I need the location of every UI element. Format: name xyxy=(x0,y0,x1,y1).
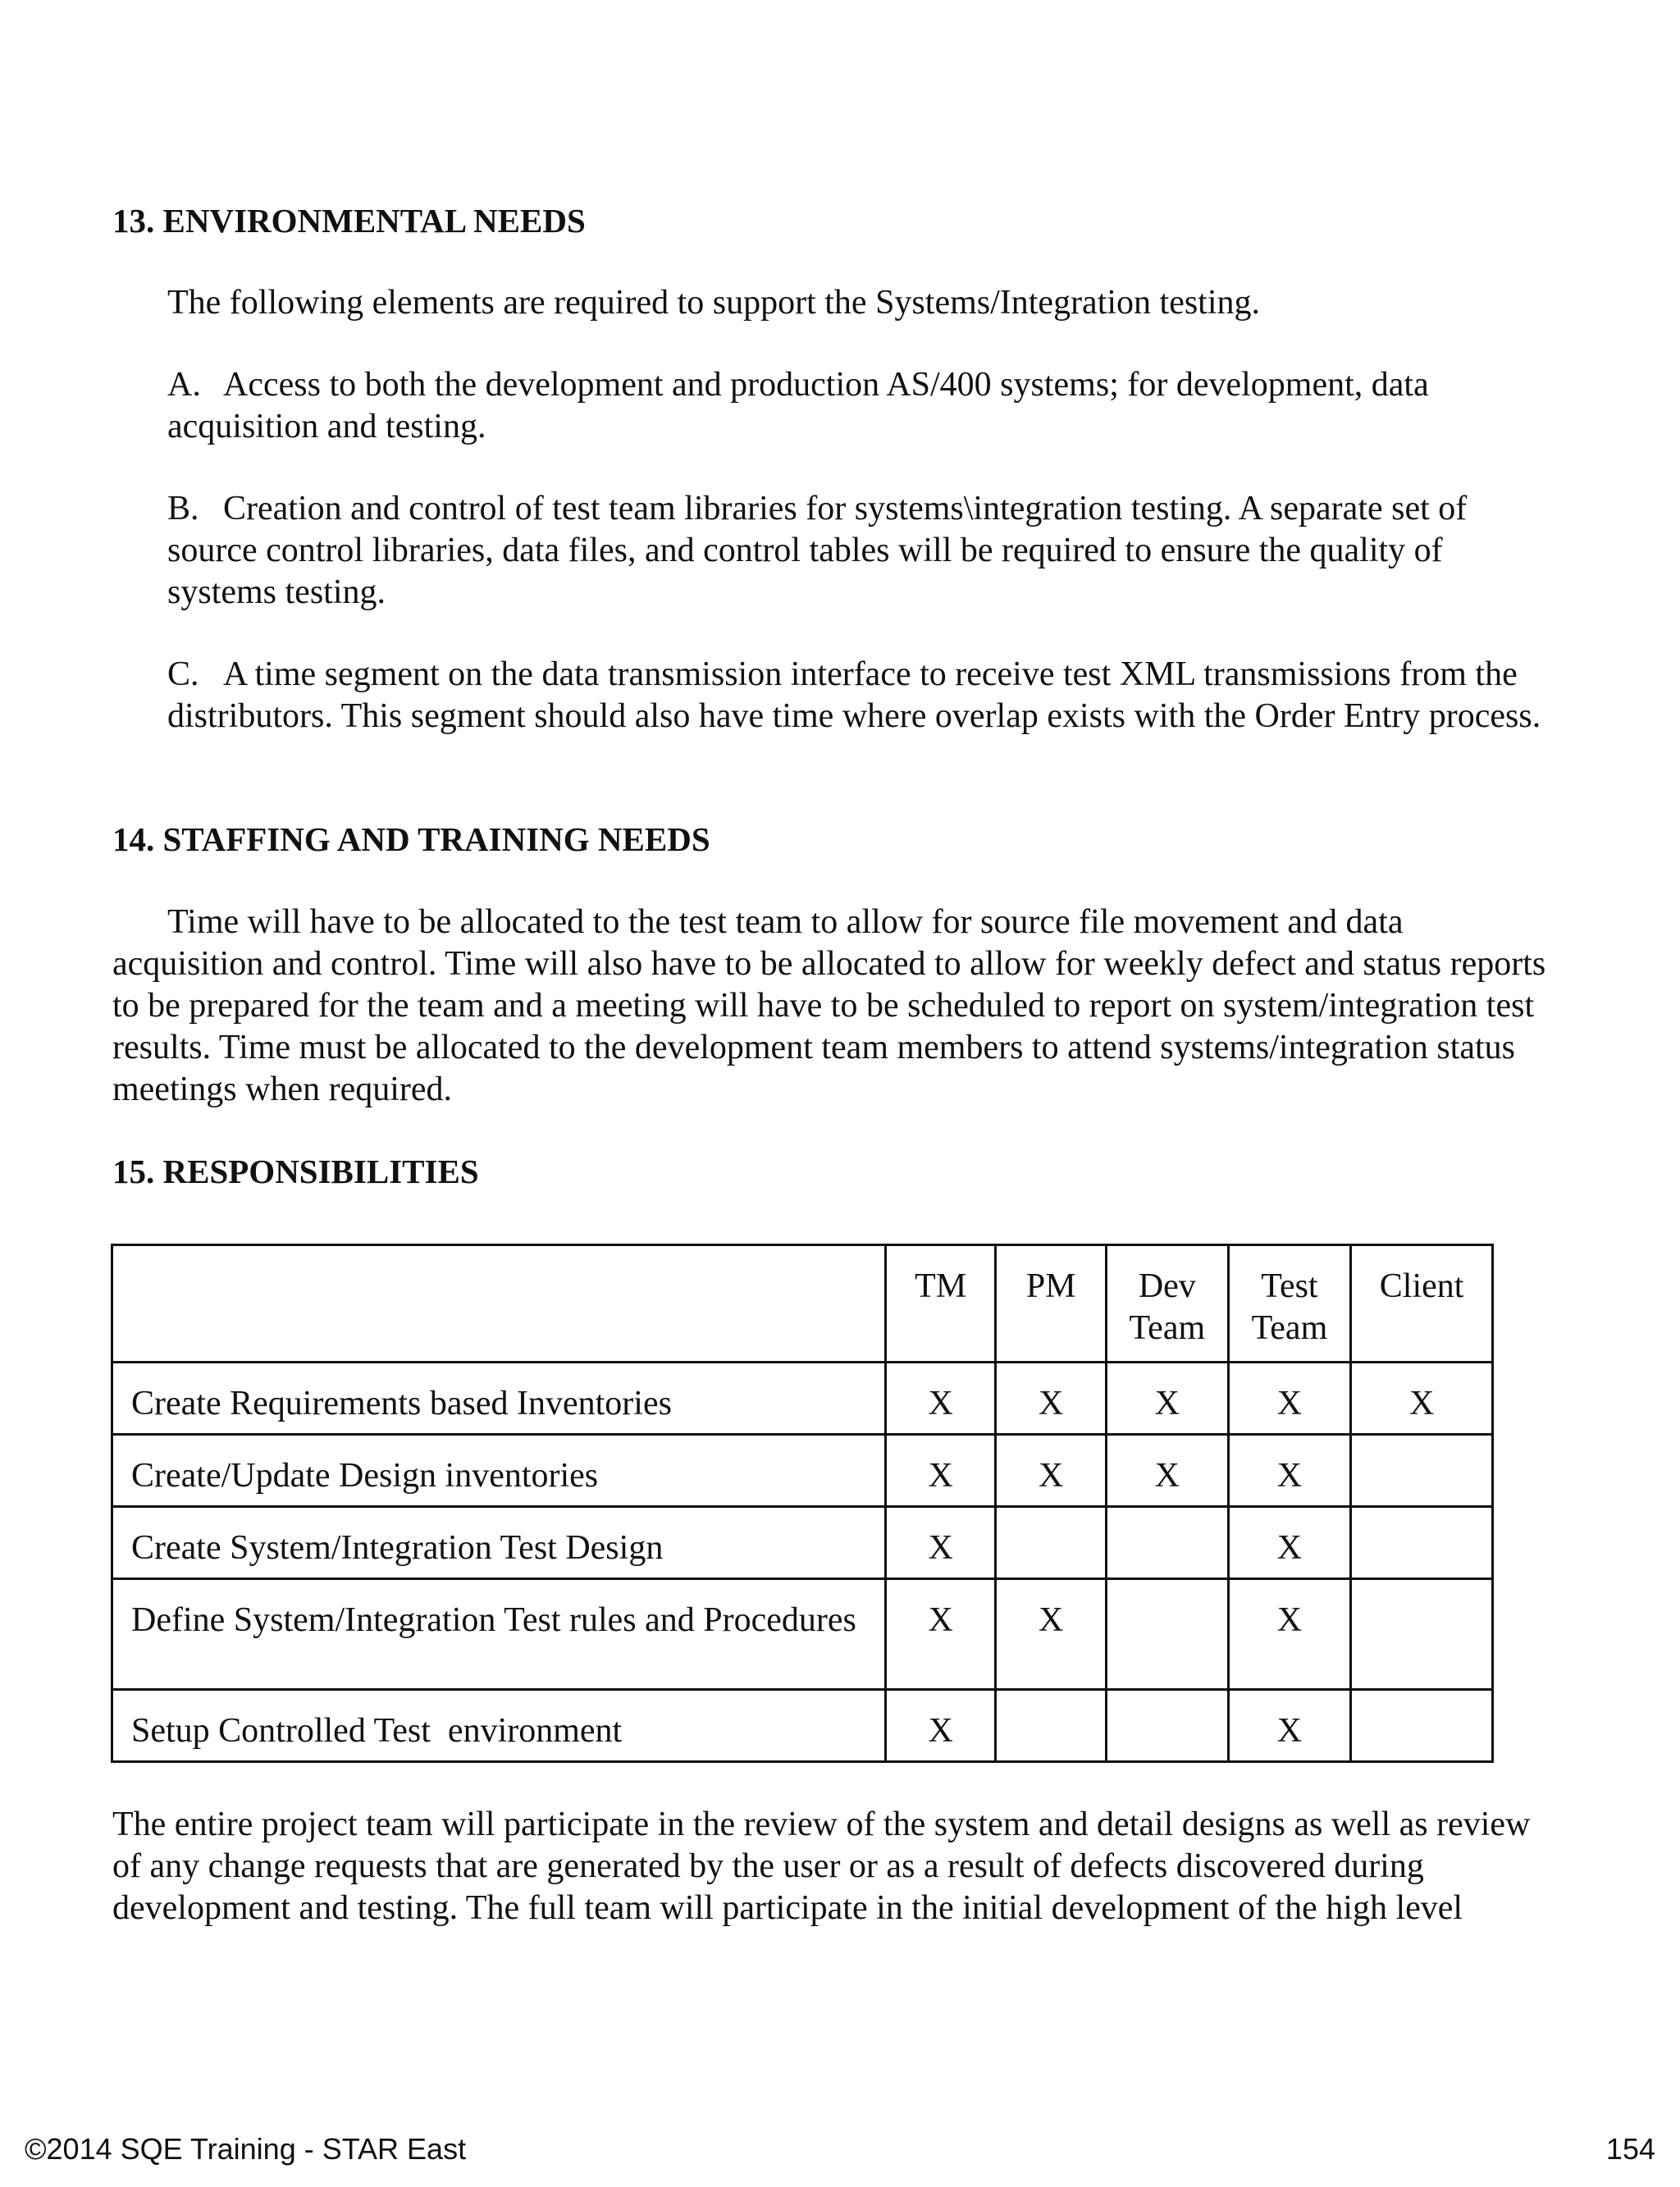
item-b-label: B. xyxy=(167,490,199,527)
mark-cell-tm: X xyxy=(885,1363,996,1435)
mark-cell-client xyxy=(1351,1435,1493,1507)
table-row xyxy=(112,1690,1493,1762)
section-15-heading: 15. RESPONSIBILITIES xyxy=(112,1153,479,1190)
mark-cell-client xyxy=(1351,1579,1493,1690)
mark-cell-test-team: X xyxy=(1228,1435,1351,1507)
header-dev-team: Dev Team xyxy=(1107,1245,1229,1363)
environment-item-b xyxy=(167,488,1545,614)
mark-cell-client: X xyxy=(1351,1363,1493,1435)
task-cell: Create System/Integration Test Design xyxy=(112,1507,886,1579)
mark-cell-dev-team xyxy=(1107,1579,1229,1690)
footer-page-number: 154 xyxy=(1605,2132,1655,2166)
table-row xyxy=(112,1363,1493,1435)
item-a-text: Access to both the development and production AS/400 systems; for development, data acquisition and testing. xyxy=(167,366,1429,445)
mark-cell-tm: X xyxy=(885,1507,996,1579)
mark-cell-dev-team xyxy=(1107,1507,1229,1579)
responsibilities-table xyxy=(111,1244,1494,1763)
item-c-label: C. xyxy=(167,655,199,693)
section-14-heading: 14. STAFFING AND TRAINING NEEDS xyxy=(112,820,710,858)
footer-copyright: ©2014 SQE Training - STAR East xyxy=(25,2132,467,2166)
mark-cell-pm: X xyxy=(996,1363,1107,1435)
table-row xyxy=(112,1507,1493,1579)
item-a-label: A. xyxy=(167,366,201,404)
environment-item-a xyxy=(167,364,1545,448)
mark-cell-tm: X xyxy=(885,1579,996,1690)
mark-cell-tm: X xyxy=(885,1690,996,1762)
section-13-intro: The following elements are required to support the Systems/Integration testing. xyxy=(167,284,1261,322)
task-cell: Setup Controlled Test environment xyxy=(112,1690,886,1762)
mark-cell-pm xyxy=(996,1507,1107,1579)
task-cell: Create Requirements based Inventories xyxy=(112,1363,886,1435)
table-header-row xyxy=(112,1245,1493,1363)
header-test-team: Test Team xyxy=(1228,1245,1351,1363)
mark-cell-dev-team xyxy=(1107,1690,1229,1762)
mark-cell-pm: X xyxy=(996,1579,1107,1690)
header-task-cell xyxy=(112,1245,886,1363)
mark-cell-client xyxy=(1351,1507,1493,1579)
header-tm: TM xyxy=(885,1245,996,1363)
mark-cell-tm: X xyxy=(885,1435,996,1507)
section-15-closing: The entire project team will participate in the review of the system and detail designs as well as review of any change requests that are generated by the user or as a result of defects discovered during development and testing. The full team will participate in the initial development of the high level xyxy=(112,1806,1531,1927)
mark-cell-test-team: X xyxy=(1228,1507,1351,1579)
section-13-heading: 13. ENVIRONMENTAL NEEDS xyxy=(112,202,586,240)
task-cell: Create/Update Design inventories xyxy=(112,1435,886,1507)
header-client: Client xyxy=(1351,1245,1493,1363)
environment-item-c xyxy=(167,654,1545,737)
table-row xyxy=(112,1579,1493,1690)
section-14-body: Time will have to be allocated to the test team to allow for source file movement and data acquisition and control. Time will also have to be allocated to allow for weekly defect and status reports to be prepared for the team and a meeting will have to be scheduled to report on system/integration test results. Time must be allocated to the development team members to attend systems/integration status meetings when required. xyxy=(112,903,1546,1108)
item-b-text: Creation and control of test team libraries for systems\integration testing. A separate set of source control libraries, data files, and control tables will be required to ensure the quality of systems testing. xyxy=(167,490,1468,611)
mark-cell-dev-team: X xyxy=(1107,1363,1229,1435)
mark-cell-pm xyxy=(996,1690,1107,1762)
mark-cell-test-team: X xyxy=(1228,1363,1351,1435)
mark-cell-client xyxy=(1351,1690,1493,1762)
item-c-text: A time segment on the data transmission interface to receive test XML transmissions from the distributors. This segment should also have time where overlap exists with the Order Entry process. xyxy=(167,655,1541,735)
table-row xyxy=(112,1435,1493,1507)
mark-cell-test-team: X xyxy=(1228,1579,1351,1690)
header-pm: PM xyxy=(996,1245,1107,1363)
task-cell: Define System/Integration Test rules and Procedures xyxy=(112,1579,886,1690)
mark-cell-test-team: X xyxy=(1228,1690,1351,1762)
mark-cell-dev-team: X xyxy=(1107,1435,1229,1507)
mark-cell-pm: X xyxy=(996,1435,1107,1507)
